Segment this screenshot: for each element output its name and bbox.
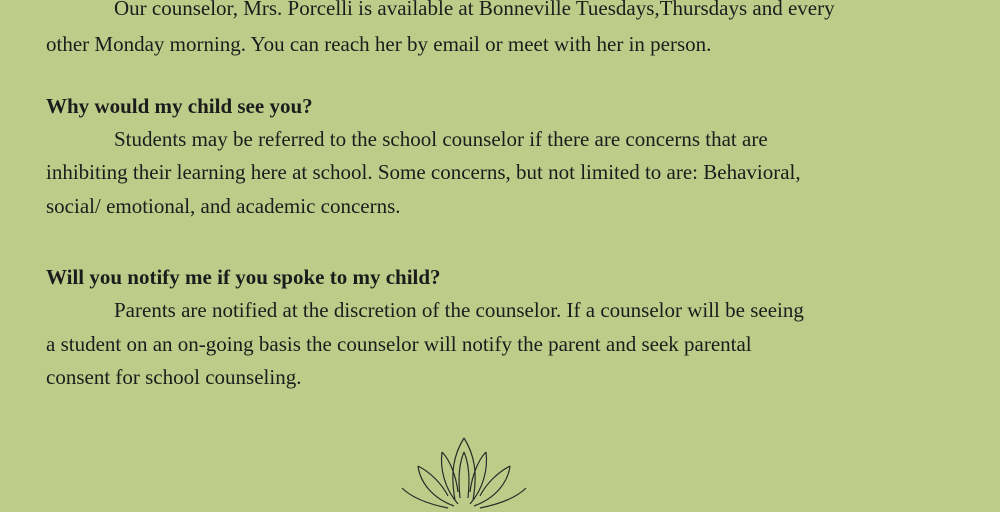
section-notify-line-2: a student on an on-going basis the counselor will notify the parent and seek parental — [46, 332, 752, 356]
section-notify-line-3: consent for school counseling. — [46, 365, 302, 389]
lotus-icon — [398, 432, 530, 512]
section-heading-notify: Will you notify me if you spoke to my child? — [46, 265, 441, 289]
intro-line-1: Our counselor, Mrs. Porcelli is available at Bonneville Tuesdays,Thursdays and every — [114, 0, 835, 20]
section-why-line-2: inhibiting their learning here at school. Some concerns, but not limited to are: Behavioral, — [46, 160, 801, 184]
section-notify-line-1: Parents are notified at the discretion of the counselor. If a counselor will be seeing — [114, 298, 804, 322]
intro-line-2: other Monday morning. You can reach her by email or meet with her in person. — [46, 32, 712, 56]
section-why-line-3: social/ emotional, and academic concerns. — [46, 194, 401, 218]
section-why-line-1: Students may be referred to the school counselor if there are concerns that are — [114, 127, 768, 151]
section-heading-why: Why would my child see you? — [46, 94, 313, 118]
